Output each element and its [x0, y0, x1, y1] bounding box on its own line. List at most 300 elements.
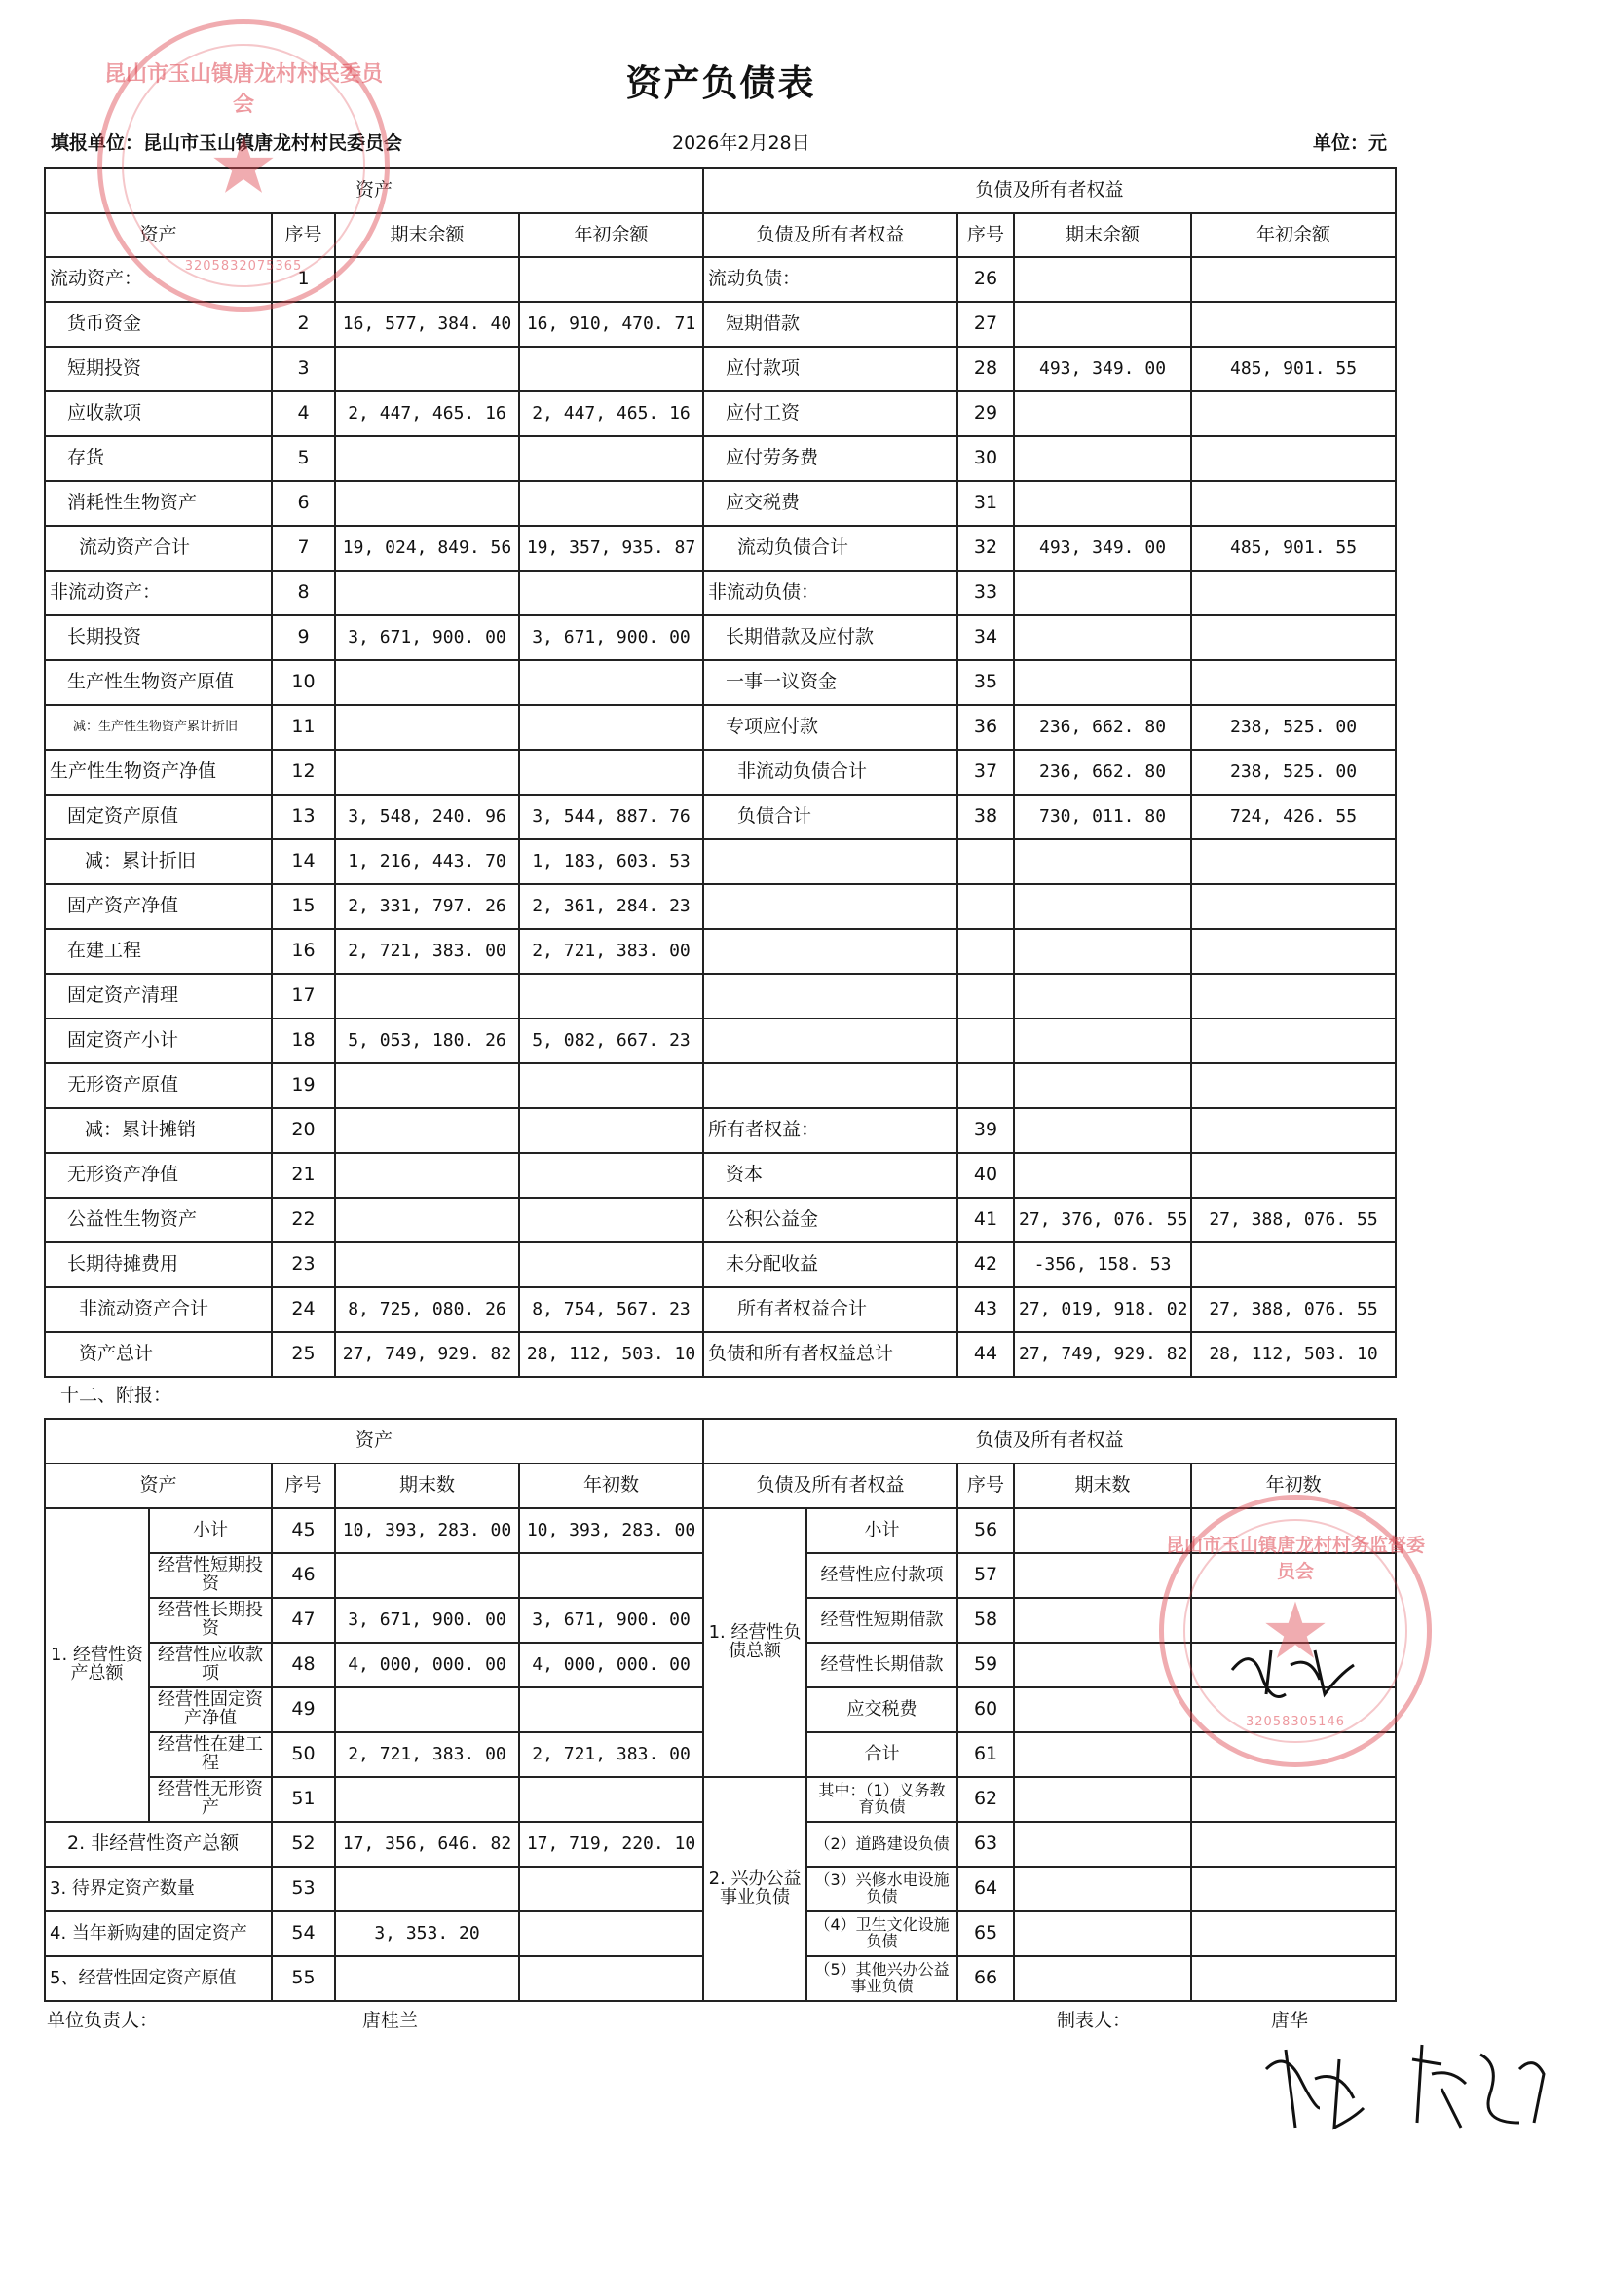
asset-begin-cell	[519, 750, 703, 795]
supp-asset-seq-cell: 45	[272, 1508, 335, 1553]
col-header-begin: 年初余额	[519, 213, 703, 257]
asset-name-cell: 货币资金	[45, 302, 272, 347]
asset-end-cell	[335, 1108, 519, 1153]
asset-begin-cell: 3, 671, 900. 00	[519, 615, 703, 660]
supp-asset-begin-cell	[519, 1777, 703, 1822]
document-title: 资产负债表	[625, 62, 816, 104]
asset-name-cell: 生产性生物资产净值	[45, 750, 272, 795]
liability-name-cell: 应付劳务费	[703, 436, 957, 481]
liability-seq-cell	[957, 884, 1014, 929]
liability-begin-cell: 27, 388, 076. 55	[1191, 1287, 1396, 1332]
supp-asset-name-cell: 4. 当年新购建的固定资产	[45, 1911, 272, 1956]
liability-name-cell: 非流动负债：	[703, 571, 957, 615]
liability-end-cell: 27, 749, 929. 82	[1014, 1332, 1191, 1377]
liability-name-cell	[703, 929, 957, 974]
table-row	[45, 660, 1396, 705]
supp-liab-seq-cell: 56	[957, 1508, 1014, 1553]
asset-begin-cell	[519, 347, 703, 391]
asset-group1-cell: 1. 经营性资产总额	[45, 1508, 149, 1822]
supp-col-end: 期末数	[335, 1463, 519, 1508]
village-committee-stamp: ★ 昆山市玉山镇唐龙村村民委员会 3205832075365	[97, 19, 390, 312]
supp-asset-end-cell: 2, 721, 383. 00	[335, 1732, 519, 1777]
supp-liab-name-cell: 经营性应付款项	[806, 1553, 957, 1598]
supp-asset-end-cell: 3, 353. 20	[335, 1911, 519, 1956]
liability-name-cell: 应付工资	[703, 391, 957, 436]
asset-end-cell	[335, 1153, 519, 1198]
liability-name-cell: 公积公益金	[703, 1198, 957, 1242]
asset-name-cell: 固定资产小计	[45, 1018, 272, 1063]
liability-end-cell	[1014, 615, 1191, 660]
asset-name-cell: 在建工程	[45, 929, 272, 974]
liab-group1-cell: 1. 经营性负债总额	[703, 1508, 806, 1777]
asset-end-cell	[335, 974, 519, 1018]
table-row	[45, 795, 1396, 839]
preparer-label: 制表人：	[1057, 2010, 1132, 2031]
liability-seq-cell: 36	[957, 705, 1014, 750]
supp-asset-end-cell: 3, 671, 900. 00	[335, 1598, 519, 1643]
asset-name-cell: 减：生产性生物资产累计折旧	[45, 705, 272, 750]
supp-col-asset: 资产	[45, 1463, 272, 1508]
balance-sheet-table	[44, 167, 1397, 1378]
asset-end-cell: 8, 725, 080. 26	[335, 1287, 519, 1332]
preparer-name: 唐华	[1271, 2010, 1309, 2031]
liability-end-cell	[1014, 302, 1191, 347]
supp-liab-end-cell	[1014, 1822, 1191, 1867]
liability-name-cell: 应付款项	[703, 347, 957, 391]
supp-liab-seq-cell: 63	[957, 1822, 1014, 1867]
table-row	[45, 436, 1396, 481]
liability-begin-cell	[1191, 481, 1396, 526]
table-row	[45, 391, 1396, 436]
asset-seq-cell: 20	[272, 1108, 335, 1153]
asset-end-cell: 1, 216, 443. 70	[335, 839, 519, 884]
liability-end-cell: 493, 349. 00	[1014, 347, 1191, 391]
liability-begin-cell: 28, 112, 503. 10	[1191, 1332, 1396, 1377]
asset-end-cell: 2, 721, 383. 00	[335, 929, 519, 974]
liability-end-cell	[1014, 391, 1191, 436]
table-row	[45, 526, 1396, 571]
supp-asset-begin-cell: 3, 671, 900. 00	[519, 1598, 703, 1643]
supervision-committee-stamp: ★ 昆山市玉山镇唐龙村村务监督委员会 32058305146	[1159, 1495, 1432, 1767]
supp-liab-seq-cell: 58	[957, 1598, 1014, 1643]
supp-asset-seq-cell: 55	[272, 1956, 335, 2001]
asset-begin-cell: 5, 082, 667. 23	[519, 1018, 703, 1063]
supp-asset-begin-cell: 17, 719, 220. 10	[519, 1822, 703, 1867]
liability-seq-cell	[957, 1063, 1014, 1108]
liability-begin-cell: 238, 525. 00	[1191, 705, 1396, 750]
liability-name-cell	[703, 1063, 957, 1108]
asset-name-cell: 无形资产原值	[45, 1063, 272, 1108]
asset-seq-cell: 10	[272, 660, 335, 705]
liability-seq-cell	[957, 929, 1014, 974]
liability-end-cell	[1014, 660, 1191, 705]
table-row	[45, 571, 1396, 615]
supp-asset-end-cell	[335, 1867, 519, 1911]
supp-asset-begin-cell: 4, 000, 000. 00	[519, 1643, 703, 1687]
supplement-note: 十二、附报：	[60, 1385, 172, 1406]
liabilities-group-header: 负债及所有者权益	[703, 168, 1396, 213]
liability-begin-cell	[1191, 1108, 1396, 1153]
supp-liab-name-cell: （5）其他兴办公益事业负债	[806, 1956, 957, 2001]
liability-begin-cell	[1191, 391, 1396, 436]
supp-liab-name-cell: （4）卫生文化设施负债	[806, 1911, 957, 1956]
liability-end-cell	[1014, 1153, 1191, 1198]
liability-seq-cell: 42	[957, 1242, 1014, 1287]
liability-seq-cell: 28	[957, 347, 1014, 391]
asset-seq-cell: 11	[272, 705, 335, 750]
supp-asset-name-cell: 经营性短期投资	[149, 1553, 272, 1598]
asset-begin-cell	[519, 481, 703, 526]
liability-name-cell: 非流动负债合计	[703, 750, 957, 795]
liability-seq-cell: 44	[957, 1332, 1014, 1377]
table-row	[45, 884, 1396, 929]
liability-begin-cell: 485, 901. 55	[1191, 347, 1396, 391]
liability-name-cell: 专项应付款	[703, 705, 957, 750]
liability-name-cell: 负债和所有者权益总计	[703, 1332, 957, 1377]
liability-seq-cell: 38	[957, 795, 1014, 839]
liability-seq-cell: 40	[957, 1153, 1014, 1198]
supp-liabilities-group-header: 负债及所有者权益	[703, 1419, 1396, 1463]
liability-seq-cell	[957, 1018, 1014, 1063]
supp-liab-seq-cell: 64	[957, 1867, 1014, 1911]
asset-end-cell: 5, 053, 180. 26	[335, 1018, 519, 1063]
liability-begin-cell	[1191, 436, 1396, 481]
asset-name-cell: 消耗性生物资产	[45, 481, 272, 526]
asset-name-cell: 固定资产原值	[45, 795, 272, 839]
asset-name-cell: 应收款项	[45, 391, 272, 436]
supp-asset-begin-cell: 10, 393, 283. 00	[519, 1508, 703, 1553]
asset-seq-cell: 25	[272, 1332, 335, 1377]
asset-seq-cell: 23	[272, 1242, 335, 1287]
supp-liab-name-cell: 合计	[806, 1732, 957, 1777]
supp-asset-name-cell: 经营性应收款项	[149, 1643, 272, 1687]
supp-asset-end-cell: 17, 356, 646. 82	[335, 1822, 519, 1867]
liability-seq-cell: 30	[957, 436, 1014, 481]
asset-end-cell: 3, 548, 240. 96	[335, 795, 519, 839]
asset-seq-cell: 15	[272, 884, 335, 929]
asset-name-cell: 流动资产合计	[45, 526, 272, 571]
supp-asset-name-cell: 小计	[149, 1508, 272, 1553]
asset-seq-cell: 5	[272, 436, 335, 481]
liability-seq-cell: 31	[957, 481, 1014, 526]
liability-end-cell	[1014, 839, 1191, 884]
asset-name-cell: 固定资产清理	[45, 974, 272, 1018]
supp-liab-begin-cell	[1191, 1777, 1396, 1822]
asset-seq-cell: 3	[272, 347, 335, 391]
liab-group2-cell: 2. 兴办公益事业负债	[703, 1777, 806, 2001]
asset-name-cell: 减：累计折旧	[45, 839, 272, 884]
liability-name-cell: 负债合计	[703, 795, 957, 839]
asset-end-cell: 2, 447, 465. 16	[335, 391, 519, 436]
asset-end-cell	[335, 436, 519, 481]
liability-name-cell: 所有者权益合计	[703, 1287, 957, 1332]
supp-col-liability: 负债及所有者权益	[703, 1463, 957, 1508]
supp-liab-name-cell: 其中：（1）义务教育负债	[806, 1777, 957, 1822]
supp-liab-end-cell	[1014, 1867, 1191, 1911]
asset-end-cell: 16, 577, 384. 40	[335, 302, 519, 347]
supp-asset-seq-cell: 51	[272, 1777, 335, 1822]
col-header-seq2: 序号	[957, 213, 1014, 257]
liability-begin-cell	[1191, 929, 1396, 974]
table-row	[45, 1153, 1396, 1198]
table-row	[45, 1108, 1396, 1153]
liability-name-cell: 所有者权益：	[703, 1108, 957, 1153]
liability-name-cell: 未分配收益	[703, 1242, 957, 1287]
col-header-seq: 序号	[272, 213, 335, 257]
liability-begin-cell	[1191, 302, 1396, 347]
table-row	[45, 929, 1396, 974]
asset-name-cell: 无形资产净值	[45, 1153, 272, 1198]
currency-unit: 单位：元	[1313, 132, 1388, 154]
liability-name-cell: 长期借款及应付款	[703, 615, 957, 660]
supp-asset-seq-cell: 47	[272, 1598, 335, 1643]
asset-end-cell	[335, 750, 519, 795]
supp-liab-seq-cell: 60	[957, 1687, 1014, 1732]
head-name: 唐桂兰	[362, 2010, 419, 2031]
asset-begin-cell: 28, 112, 503. 10	[519, 1332, 703, 1377]
liability-seq-cell	[957, 839, 1014, 884]
supp-asset-begin-cell	[519, 1687, 703, 1732]
supp-asset-end-cell	[335, 1956, 519, 2001]
supp-asset-name-cell: 经营性在建工程	[149, 1732, 272, 1777]
supp-asset-seq-cell: 50	[272, 1732, 335, 1777]
table-row	[45, 1018, 1396, 1063]
supp-liab-begin-cell	[1191, 1956, 1396, 2001]
liability-begin-cell: 27, 388, 076. 55	[1191, 1198, 1396, 1242]
liability-end-cell: 730, 011. 80	[1014, 795, 1191, 839]
asset-seq-cell: 17	[272, 974, 335, 1018]
asset-name-cell: 非流动资产：	[45, 571, 272, 615]
supp-liab-seq-cell: 66	[957, 1956, 1014, 2001]
supp-liab-name-cell: （3）兴修水电设施负债	[806, 1867, 957, 1911]
supp-asset-seq-cell: 46	[272, 1553, 335, 1598]
supp-liab-end-cell	[1014, 1732, 1191, 1777]
asset-seq-cell: 19	[272, 1063, 335, 1108]
asset-begin-cell: 2, 447, 465. 16	[519, 391, 703, 436]
supp-asset-begin-cell	[519, 1867, 703, 1911]
liability-end-cell	[1014, 1018, 1191, 1063]
table-row	[45, 481, 1396, 526]
asset-begin-cell	[519, 257, 703, 302]
supp-asset-name-cell: 2. 非经营性资产总额	[45, 1822, 272, 1867]
supp-asset-end-cell	[335, 1777, 519, 1822]
liability-end-cell: 236, 662. 80	[1014, 705, 1191, 750]
asset-end-cell: 2, 331, 797. 26	[335, 884, 519, 929]
liability-seq-cell: 43	[957, 1287, 1014, 1332]
supp-liab-end-cell	[1014, 1777, 1191, 1822]
assets-group-header: 资产	[45, 168, 703, 213]
liability-end-cell: 493, 349. 00	[1014, 526, 1191, 571]
asset-seq-cell: 13	[272, 795, 335, 839]
supp-liab-seq-cell: 59	[957, 1643, 1014, 1687]
table-row	[45, 1063, 1396, 1108]
table-row	[45, 615, 1396, 660]
supp-liab-seq-cell: 65	[957, 1911, 1014, 1956]
asset-end-cell	[335, 1198, 519, 1242]
liability-name-cell	[703, 974, 957, 1018]
asset-begin-cell: 1, 183, 603. 53	[519, 839, 703, 884]
liability-begin-cell	[1191, 571, 1396, 615]
asset-name-cell: 长期投资	[45, 615, 272, 660]
asset-end-cell	[335, 347, 519, 391]
stamp-star-icon: ★	[208, 120, 279, 211]
asset-begin-cell: 19, 357, 935. 87	[519, 526, 703, 571]
supp-asset-seq-cell: 53	[272, 1867, 335, 1911]
table-row	[45, 1198, 1396, 1242]
liability-begin-cell	[1191, 257, 1396, 302]
asset-seq-cell: 24	[272, 1287, 335, 1332]
asset-seq-cell: 12	[272, 750, 335, 795]
liability-name-cell: 一事一议资金	[703, 660, 957, 705]
liability-end-cell	[1014, 1108, 1191, 1153]
asset-name-cell: 生产性生物资产原值	[45, 660, 272, 705]
supp-asset-name-cell: 经营性固定资产净值	[149, 1687, 272, 1732]
liability-begin-cell	[1191, 1242, 1396, 1287]
asset-seq-cell: 7	[272, 526, 335, 571]
table-row	[45, 1777, 1396, 1822]
supp-liab-name-cell: 经营性短期借款	[806, 1598, 957, 1643]
asset-begin-cell: 3, 544, 887. 76	[519, 795, 703, 839]
liability-name-cell: 流动负债：	[703, 257, 957, 302]
supp-col-begin2: 年初数	[1191, 1463, 1396, 1508]
liability-end-cell	[1014, 974, 1191, 1018]
supp-asset-end-cell	[335, 1687, 519, 1732]
asset-name-cell: 公益性生物资产	[45, 1198, 272, 1242]
liability-end-cell	[1014, 884, 1191, 929]
asset-end-cell	[335, 571, 519, 615]
asset-name-cell: 流动资产：	[45, 257, 272, 302]
asset-name-cell: 非流动资产合计	[45, 1287, 272, 1332]
supp-asset-begin-cell	[519, 1956, 703, 2001]
liability-end-cell: 27, 376, 076. 55	[1014, 1198, 1191, 1242]
supp-asset-end-cell: 4, 000, 000. 00	[335, 1643, 519, 1687]
supp-asset-name-cell: 经营性无形资产	[149, 1777, 272, 1822]
asset-end-cell: 19, 024, 849. 56	[335, 526, 519, 571]
liability-begin-cell	[1191, 1018, 1396, 1063]
asset-begin-cell	[519, 1108, 703, 1153]
supp-liab-name-cell: 经营性长期借款	[806, 1643, 957, 1687]
liability-begin-cell	[1191, 839, 1396, 884]
head-label: 单位负责人：	[47, 2010, 159, 2031]
asset-end-cell	[335, 481, 519, 526]
supp-asset-seq-cell: 52	[272, 1822, 335, 1867]
asset-begin-cell	[519, 436, 703, 481]
reporting-unit: 填报单位：昆山市玉山镇唐龙村村民委员会	[51, 132, 403, 154]
col-header-end2: 期末余额	[1014, 213, 1191, 257]
asset-name-cell: 存货	[45, 436, 272, 481]
liability-begin-cell	[1191, 1153, 1396, 1198]
asset-begin-cell: 2, 361, 284. 23	[519, 884, 703, 929]
asset-begin-cell	[519, 1242, 703, 1287]
table-row	[45, 750, 1396, 795]
supp-liab-name-cell: 应交税费	[806, 1687, 957, 1732]
asset-name-cell: 长期待摊费用	[45, 1242, 272, 1287]
asset-seq-cell: 6	[272, 481, 335, 526]
liability-begin-cell	[1191, 1063, 1396, 1108]
liability-end-cell	[1014, 257, 1191, 302]
liability-seq-cell: 37	[957, 750, 1014, 795]
asset-begin-cell	[519, 705, 703, 750]
liability-name-cell: 流动负债合计	[703, 526, 957, 571]
liability-begin-cell	[1191, 615, 1396, 660]
asset-begin-cell: 16, 910, 470. 71	[519, 302, 703, 347]
liability-begin-cell: 485, 901. 55	[1191, 526, 1396, 571]
asset-seq-cell: 16	[272, 929, 335, 974]
supp-col-begin: 年初数	[519, 1463, 703, 1508]
liability-begin-cell	[1191, 660, 1396, 705]
supp-asset-begin-cell	[519, 1553, 703, 1598]
col-header-end: 期末余额	[335, 213, 519, 257]
liability-seq-cell: 34	[957, 615, 1014, 660]
liability-end-cell: 236, 662. 80	[1014, 750, 1191, 795]
col-header-liability: 负债及所有者权益	[703, 213, 957, 257]
liability-seq-cell	[957, 974, 1014, 1018]
supp-asset-seq-cell: 49	[272, 1687, 335, 1732]
asset-end-cell	[335, 1242, 519, 1287]
asset-seq-cell: 2	[272, 302, 335, 347]
col-header-begin2: 年初余额	[1191, 213, 1396, 257]
supp-asset-begin-cell	[519, 1911, 703, 1956]
supp-liab-seq-cell: 57	[957, 1553, 1014, 1598]
liability-name-cell	[703, 884, 957, 929]
supp-liab-name-cell: 小计	[806, 1508, 957, 1553]
supp-asset-name-cell: 3. 待界定资产数量	[45, 1867, 272, 1911]
asset-end-cell	[335, 660, 519, 705]
liability-seq-cell: 35	[957, 660, 1014, 705]
liability-begin-cell	[1191, 974, 1396, 1018]
liability-begin-cell: 238, 525. 00	[1191, 750, 1396, 795]
table-row	[45, 1242, 1396, 1287]
asset-begin-cell: 2, 721, 383. 00	[519, 929, 703, 974]
supp-col-seq: 序号	[272, 1463, 335, 1508]
asset-begin-cell	[519, 1198, 703, 1242]
asset-end-cell: 27, 749, 929. 82	[335, 1332, 519, 1377]
asset-name-cell: 固产资产净值	[45, 884, 272, 929]
supp-asset-end-cell: 10, 393, 283. 00	[335, 1508, 519, 1553]
liability-name-cell	[703, 839, 957, 884]
supp-col-seq2: 序号	[957, 1463, 1014, 1508]
asset-name-cell: 资产总计	[45, 1332, 272, 1377]
supp-asset-end-cell	[335, 1553, 519, 1598]
liability-seq-cell: 32	[957, 526, 1014, 571]
asset-name-cell: 短期投资	[45, 347, 272, 391]
table-row	[45, 974, 1396, 1018]
asset-begin-cell: 8, 754, 567. 23	[519, 1287, 703, 1332]
asset-seq-cell: 9	[272, 615, 335, 660]
liability-end-cell	[1014, 929, 1191, 974]
supp-liab-seq-cell: 62	[957, 1777, 1014, 1822]
table-row	[45, 347, 1396, 391]
liability-name-cell: 应交税费	[703, 481, 957, 526]
asset-end-cell	[335, 1063, 519, 1108]
stamp-star-icon: ★	[1260, 1585, 1330, 1677]
liability-name-cell: 短期借款	[703, 302, 957, 347]
liability-seq-cell: 29	[957, 391, 1014, 436]
supp-liab-end-cell	[1014, 1911, 1191, 1956]
supp-liab-seq-cell: 61	[957, 1732, 1014, 1777]
asset-seq-cell: 4	[272, 391, 335, 436]
liability-seq-cell: 26	[957, 257, 1014, 302]
asset-begin-cell	[519, 571, 703, 615]
asset-seq-cell: 21	[272, 1153, 335, 1198]
asset-seq-cell: 14	[272, 839, 335, 884]
asset-begin-cell	[519, 974, 703, 1018]
asset-seq-cell: 8	[272, 571, 335, 615]
handwritten-signatures	[1247, 2030, 1588, 2147]
liability-seq-cell: 33	[957, 571, 1014, 615]
supp-liab-begin-cell	[1191, 1867, 1396, 1911]
liability-end-cell	[1014, 571, 1191, 615]
